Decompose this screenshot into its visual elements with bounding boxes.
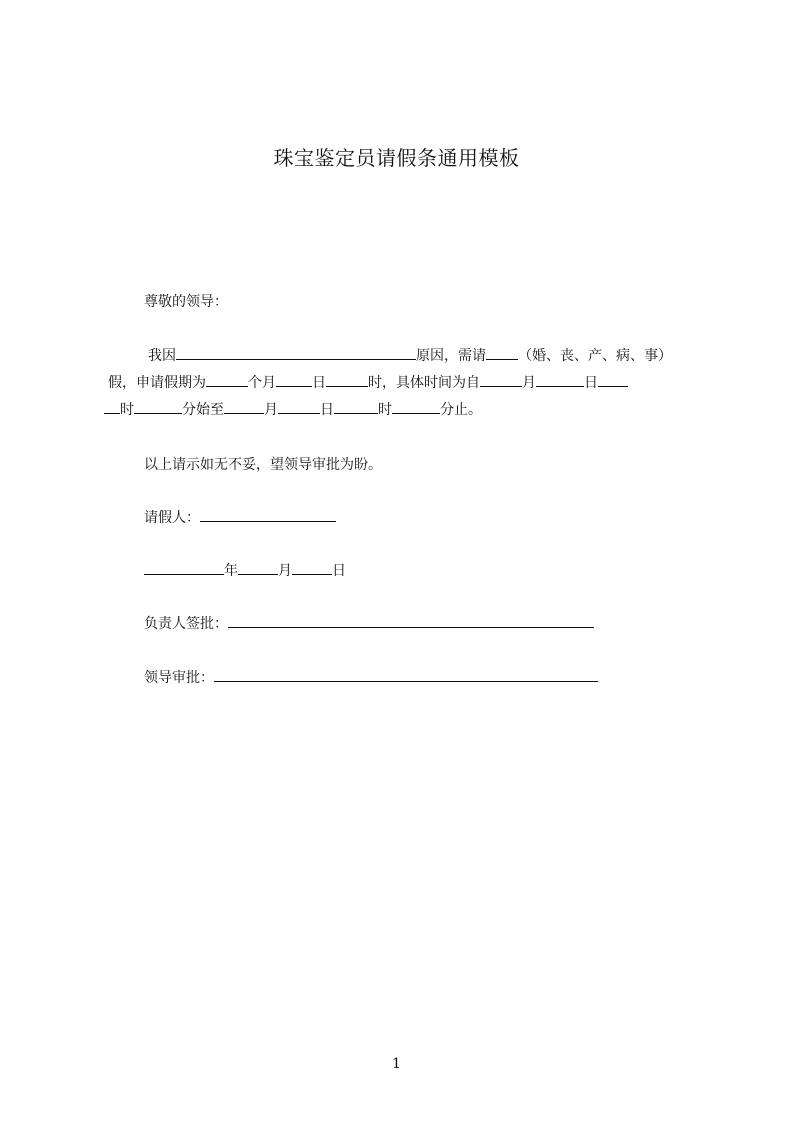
- supervisor-label: 负责人签批：: [144, 616, 228, 632]
- date-row: [144, 560, 744, 580]
- leader-row: [144, 667, 744, 687]
- body-text: 分始至: [182, 402, 224, 418]
- months-blank[interactable]: [206, 373, 248, 387]
- start-month-blank[interactable]: [480, 373, 522, 387]
- applicant-signature-blank[interactable]: [200, 508, 336, 522]
- page-number: 1: [392, 1056, 401, 1072]
- reason-blank[interactable]: [176, 346, 416, 360]
- body-text: 日: [312, 375, 326, 391]
- day-blank[interactable]: [292, 561, 332, 575]
- start-day-blank[interactable]: [536, 373, 584, 387]
- body-line-3: [104, 399, 704, 419]
- salutation: 尊敬的领导：: [144, 294, 228, 310]
- days-blank[interactable]: [276, 373, 312, 387]
- body-text: 假，申请假期为: [108, 375, 206, 391]
- body-text: 我因: [148, 348, 176, 364]
- end-month-blank[interactable]: [224, 400, 264, 414]
- body-line-1: [148, 345, 748, 365]
- start-hour-blank-b[interactable]: [104, 400, 120, 414]
- closing-text: 以上请示如无不妥，望领导审批为盼。: [144, 457, 382, 473]
- body-line-2: [108, 372, 708, 392]
- document-title: 珠宝鉴定员请假条通用模板: [273, 146, 520, 170]
- year-label: 年: [224, 563, 238, 579]
- body-text: 时: [378, 402, 392, 418]
- leave-type-blank[interactable]: [486, 346, 518, 360]
- hours-blank[interactable]: [326, 373, 368, 387]
- body-text: （婚、丧、产、病、事）: [518, 348, 672, 364]
- body-text: 原因，需请: [416, 348, 486, 364]
- body-text: 个月: [248, 375, 276, 391]
- month-label: 月: [278, 563, 292, 579]
- applicant-label: 请假人：: [144, 510, 200, 526]
- end-minute-blank[interactable]: [392, 400, 440, 414]
- end-day-blank[interactable]: [278, 400, 320, 414]
- body-text: 月: [264, 402, 278, 418]
- supervisor-row: [144, 613, 744, 633]
- year-blank[interactable]: [144, 561, 224, 575]
- applicant-row: [144, 507, 744, 527]
- supervisor-signature-blank[interactable]: [228, 614, 594, 628]
- leader-signature-blank[interactable]: [214, 668, 598, 682]
- start-minute-blank[interactable]: [134, 400, 182, 414]
- day-label: 日: [332, 563, 346, 579]
- body-text: 日: [584, 375, 598, 391]
- leader-label: 领导审批：: [144, 670, 214, 686]
- body-text: 分止。: [440, 402, 482, 418]
- month-blank[interactable]: [238, 561, 278, 575]
- body-text: 时，具体时间为自: [368, 375, 480, 391]
- body-text: 月: [522, 375, 536, 391]
- body-text: 时: [120, 402, 134, 418]
- end-hour-blank[interactable]: [334, 400, 378, 414]
- start-hour-blank-a[interactable]: [598, 373, 628, 387]
- body-text: 日: [320, 402, 334, 418]
